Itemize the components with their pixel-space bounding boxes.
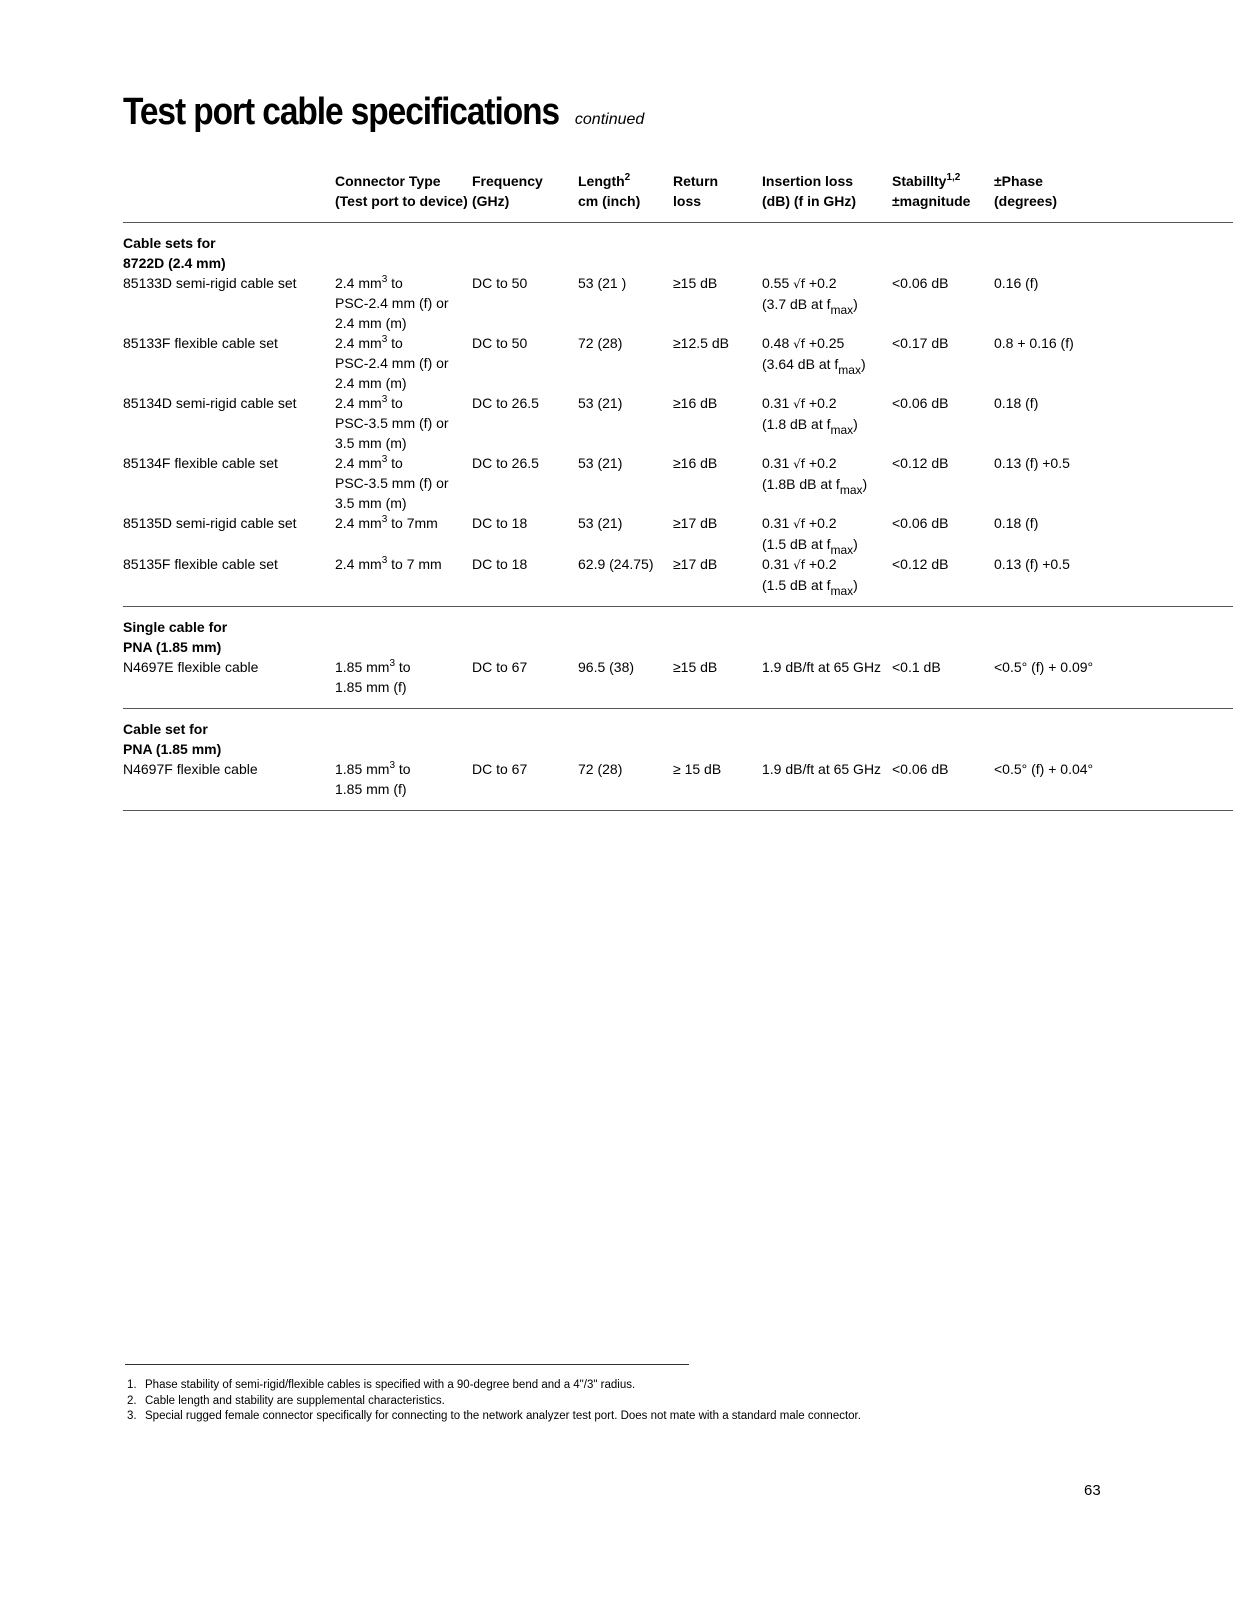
insertion-loss: 0.31 √f +0.2 (1.8 dB at $f_{max}$) [762, 395, 858, 437]
length: 53 (21) [578, 515, 623, 531]
return-loss: ≥16 dB [673, 455, 718, 471]
group-title-row [123, 709, 1233, 760]
phase: 0.13 (f) +0.5 [994, 556, 1070, 572]
phase: 0.13 (f) +0.5 [994, 455, 1070, 471]
phase: 0.8 + 0.16 (f) [994, 335, 1074, 351]
group-title: Single cable for PNA (1.85 mm) [123, 619, 228, 655]
frequency: DC to 67 [472, 659, 528, 675]
insertion-loss: 0.31 √f +0.2 (1.8B dB at $f_{max}$) [762, 455, 868, 497]
frequency: DC to 26.5 [472, 395, 539, 411]
length: 53 (21) [578, 395, 623, 411]
table-row [123, 554, 1233, 607]
cable-name: N4697F flexible cable [123, 761, 258, 777]
stability: <0.06 dB [892, 515, 949, 531]
header-stability: Stabillty$^{1,2}$ ±magnitude [892, 172, 971, 209]
cable-name: 85135D semi-rigid cable set [123, 515, 297, 531]
group-title-row [123, 223, 1233, 274]
table-row [123, 453, 1233, 513]
stability: <0.1 dB [892, 659, 941, 675]
stability: <0.06 dB [892, 395, 949, 411]
table-row [123, 273, 1233, 333]
phase: <0.5° (f) + 0.04° [994, 761, 1094, 777]
table-row [123, 513, 1233, 554]
phase: 0.18 (f) [994, 515, 1039, 531]
frequency: DC to 67 [472, 761, 528, 777]
page-number: 63 [1084, 1482, 1101, 1499]
cable-group [123, 607, 1233, 709]
length: 53 (21) [578, 455, 623, 471]
stability: <0.12 dB [892, 556, 949, 572]
connector-type: 2.4 $mm^3$ to PSC-3.5 mm (f) or 3.5 mm (m) [335, 394, 449, 451]
frequency: DC to 26.5 [472, 455, 539, 471]
length: 72 (28) [578, 761, 623, 777]
table-row [123, 759, 1233, 811]
connector-type: 2.4 $mm^3$ to PSC-2.4 mm (f) or 2.4 mm (m) [335, 274, 449, 331]
footnote-divider [125, 1364, 689, 1365]
footnote: 3. Special rugged female connector specifically for connecting to the network analyzer test port. Does not mate with a standard male connector. [127, 1410, 861, 1422]
connector-type: 1.85 $mm^3$ to 1.85 mm (f) [335, 658, 411, 695]
cable-name: 85133F flexible cable set [123, 335, 278, 351]
insertion-loss: 1.9 dB/ft at 65 GHz [762, 659, 882, 675]
title-continued: continued [574, 111, 645, 128]
cable-group [123, 223, 1233, 607]
insertion-loss: 0.31 √f +0.2 (1.5 dB at $f_{max}$) [762, 515, 858, 557]
frequency: DC to 50 [472, 335, 528, 351]
frequency: DC to 50 [472, 275, 528, 291]
phase: 0.18 (f) [994, 395, 1039, 411]
page-title [123, 93, 644, 131]
return-loss: ≥17 dB [673, 556, 718, 572]
group-title: Cable sets for 8722D (2.4 mm) [123, 235, 226, 271]
footnote-ref: 1,2 [946, 172, 961, 183]
phase: <0.5° (f) + 0.09° [994, 659, 1094, 675]
table-row [123, 393, 1233, 453]
cable-name: 85135F flexible cable set [123, 556, 278, 572]
length: 62.9 (24.75) [578, 556, 654, 572]
header-frequency: Frequency (GHz) [472, 173, 543, 209]
header-insertion-loss: Insertion loss (dB) (f in GHz) [762, 173, 857, 209]
length: 96.5 (38) [578, 659, 635, 675]
cable-name: 85133D semi-rigid cable set [123, 275, 297, 291]
stability: <0.12 dB [892, 455, 949, 471]
cable-group [123, 709, 1233, 811]
header-cell [123, 171, 335, 223]
footnote-ref: 2 [624, 172, 631, 183]
frequency: DC to 18 [472, 515, 528, 531]
connector-type: 1.85 $mm^3$ to 1.85 mm (f) [335, 760, 411, 797]
return-loss: ≥15 dB [673, 659, 718, 675]
return-loss: ≥17 dB [673, 515, 718, 531]
stability: <0.06 dB [892, 761, 949, 777]
stability: <0.06 dB [892, 275, 949, 291]
phase: 0.16 (f) [994, 275, 1039, 291]
insertion-loss: 1.9 dB/ft at 65 GHz [762, 761, 882, 777]
title-main: Test port cable specifications [123, 91, 559, 133]
connector-type: 2.4 $mm^3$ to PSC-2.4 mm (f) or 2.4 mm (m) [335, 334, 449, 391]
header-return-loss: Return loss [673, 173, 719, 209]
connector-type: 2.4 $mm^3$ to 7mm [335, 514, 438, 531]
header-connector-type: Connector Type (Test port to device) [335, 173, 468, 209]
cable-name: 85134D semi-rigid cable set [123, 395, 297, 411]
table-header-row [123, 171, 1233, 223]
cable-name: N4697E flexible cable [123, 659, 259, 675]
frequency: DC to 18 [472, 556, 528, 572]
stability: <0.17 dB [892, 335, 949, 351]
group-title-row [123, 607, 1233, 658]
return-loss: ≥16 dB [673, 395, 718, 411]
connector-type: 2.4 $mm^3$ to PSC-3.5 mm (f) or 3.5 mm (m) [335, 454, 449, 511]
length: 53 (21 ) [578, 275, 627, 291]
header-length: Length$^2$ cm (inch) [578, 172, 641, 209]
table-row [123, 333, 1233, 393]
insertion-loss: 0.31 √f +0.2 (1.5 dB at $f_{max}$) [762, 556, 858, 598]
group-title: Cable set for PNA (1.85 mm) [123, 721, 222, 757]
length: 72 (28) [578, 335, 623, 351]
footnote: 1. Phase stability of semi-rigid/flexible cables is specified with a 90-degree bend and a 4"/3" radius. [127, 1379, 636, 1391]
return-loss: ≥ 15 dB [673, 761, 722, 777]
insertion-loss: 0.48 √f +0.25 (3.64 dB at $f_{max}$) [762, 335, 866, 377]
return-loss: ≥12.5 dB [673, 335, 729, 351]
connector-type: 2.4 $mm^3$ to 7 mm [335, 555, 442, 572]
cable-name: 85134F flexible cable set [123, 455, 278, 471]
table-row [123, 657, 1233, 709]
return-loss: ≥15 dB [673, 275, 718, 291]
cable-spec-table [123, 171, 1233, 811]
insertion-loss: 0.55 √f +0.2 (3.7 dB at $f_{max}$) [762, 275, 858, 317]
footnote: 2. Cable length and stability are supplemental characteristics. [127, 1394, 445, 1407]
footnotes [127, 1378, 1127, 1425]
header-phase: ±Phase (degrees) [994, 173, 1058, 209]
